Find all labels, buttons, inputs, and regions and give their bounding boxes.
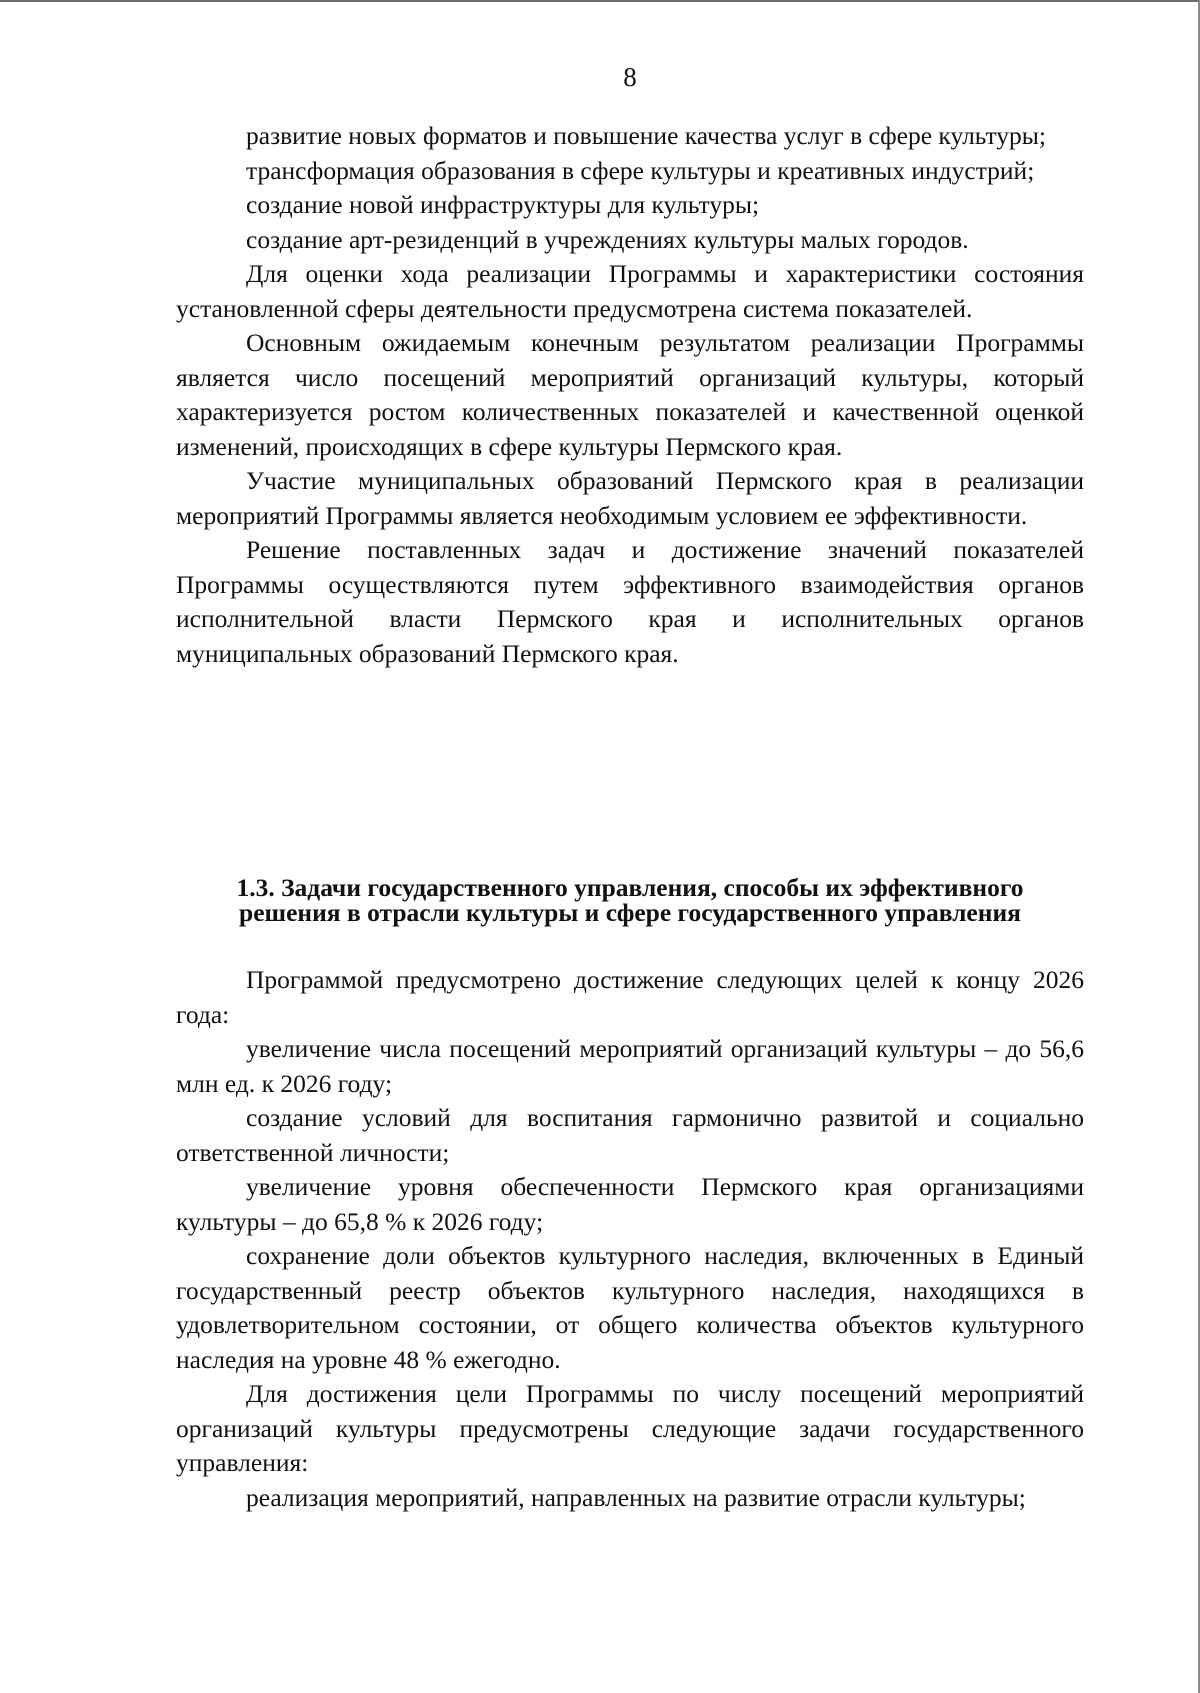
section-heading-line-1: 1.3. Задачи государственного управления, способы их эффективного (236, 873, 1024, 902)
page-number: 8 (623, 62, 637, 92)
scan-edge-top (0, 0, 1200, 2)
paragraph: Участие муниципальных образований Пермского края в реализации мероприятий Программы является необходимым условием ее эффективности. (176, 466, 1084, 530)
text-block-after-heading (176, 963, 1084, 1515)
paragraph: Решение поставленных задач и достижение значений показателей Программы осуществляются путем эффективного взаимодействия органов исполнительной власти Пермского края и исполнительных органов муниципальных образований Пермского края. (176, 535, 1084, 668)
paragraph: Для достижения цели Программы по числу посещений мероприятий организаций культуры предусмотрены следующие задачи государственного управления: (176, 1379, 1084, 1477)
paragraph: Для оценки хода реализации Программы и характеристики состояния установленной сферы деятельности предусмотрена система показателей. (176, 259, 1084, 323)
paragraph: создание новой инфраструктуры для культуры; (246, 190, 760, 219)
paragraph: сохранение доли объектов культурного наследия, включенных в Единый государственный реестр объектов культурного наследия, находящихся в удовлетворительном состоянии, от общего количества объектов культурного наследия на уровне 48 % ежегодно. (176, 1241, 1084, 1374)
paragraph: увеличение уровня обеспеченности Пермского края организациями культуры – до 65,8 % к 2026 году; (176, 1172, 1084, 1236)
section-heading (176, 875, 1084, 925)
paragraph: Программой предусмотрено достижение следующих целей к концу 2026 года: (176, 965, 1084, 1029)
paragraph: развитие новых форматов и повышение качества услуг в сфере культуры; (246, 121, 1046, 150)
paragraph: реализация мероприятий, направленных на развитие отрасли культуры; (246, 1482, 1026, 1512)
section-heading-line-2: решения в отрасли культуры и сфере государственного управления (239, 898, 1021, 927)
text-block-before-heading (176, 119, 1084, 671)
paragraph: создание условий для воспитания гармонично развитой и социально ответственной личности; (176, 1103, 1084, 1167)
paragraph: Основным ожидаемым конечным результатом реализации Программы является число посещений мероприятий организаций культуры, который характеризуется ростом количественных показателей и качественной оценкой изменений, происходящих в сфере культуры Пермского края. (176, 328, 1084, 461)
paragraph: трансформация образования в сфере культуры и креативных индустрий; (246, 155, 1035, 185)
paragraph: увеличение числа посещений мероприятий организаций культуры – до 56,6 млн ед. к 2026 году; (176, 1034, 1084, 1098)
paragraph: создание арт-резиденций в учреждениях культуры малых городов. (246, 224, 969, 254)
